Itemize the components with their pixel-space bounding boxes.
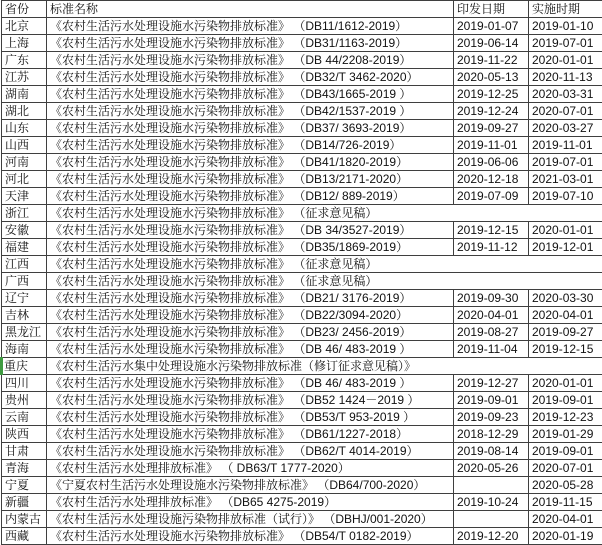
standard-name-cell: 《农村生活污水处理设施水污染物排放标准》 （征求意见稿）: [47, 256, 454, 273]
province-cell: 黑龙江: [2, 324, 47, 341]
issue-date-cell: 2018-12-29: [454, 426, 529, 443]
standard-name-cell: 《农村生活污水处理设施水污染物排放标准》 （DB54/T 0182-2019）: [47, 528, 454, 545]
table-row: [2, 375, 602, 392]
issue-date-cell: [454, 205, 529, 222]
effective-date-cell: 2019-09-27: [529, 324, 602, 341]
standard-name-cell: 《宁夏农村生活污水处理设施水污染物排放标准》 （DB64/700-2020）: [47, 477, 454, 494]
issue-date-cell: [454, 511, 529, 528]
table-row: [2, 137, 602, 154]
header-province: 省份: [2, 1, 47, 18]
effective-date-cell: 2020-03-30: [529, 290, 602, 307]
province-cell: 河北: [2, 171, 47, 188]
table-row: [2, 69, 602, 86]
province-cell: 甘肃: [2, 443, 47, 460]
issue-date-cell: 2019-12-15: [454, 222, 529, 239]
issue-date-cell: [454, 273, 529, 290]
province-cell: 重庆: [2, 358, 47, 375]
effective-date-cell: 2019-12-23: [529, 409, 602, 426]
table-row: [2, 103, 602, 120]
effective-date-cell: 2020-11-13: [529, 69, 602, 86]
province-cell: 山西: [2, 137, 47, 154]
standard-name-cell: 《农村生活污水处理设施水污染物排放标准》 （DB32/T 3462-2020）: [47, 69, 454, 86]
table-body: [2, 18, 602, 545]
effective-date-cell: 2020-04-01: [529, 307, 602, 324]
effective-date-cell: 2020-03-27: [529, 120, 602, 137]
standard-name-cell: 《农村生活污水处理设施水污染物排放标准》 （DB62/T 4014-2019）: [47, 443, 454, 460]
province-cell: 江苏: [2, 69, 47, 86]
province-cell: 青海: [2, 460, 47, 477]
standard-name-cell: 《农村生活污水处理设施水污染物排放标准》 （DB21/ 3176-2019）: [47, 290, 454, 307]
standard-name-cell: 《农村生活污水处理设施水污染物排放标准》 （DB52 1424－2019 ）: [47, 392, 454, 409]
issue-date-cell: 2019-09-30: [454, 290, 529, 307]
table-row: [2, 35, 602, 52]
issue-date-cell: 2019-12-20: [454, 528, 529, 545]
table-row: [2, 443, 602, 460]
effective-date-cell: 2019-09-01: [529, 443, 602, 460]
standard-name-cell: 《农村生活污水处理设施水污染物排放标准》 （DB35/1869-2019）: [47, 239, 454, 256]
issue-date-cell: 2019-06-14: [454, 35, 529, 52]
effective-date-cell: 2020-01-01: [529, 222, 602, 239]
province-cell: 新疆: [2, 494, 47, 511]
table-row: [2, 273, 602, 290]
table-row: [2, 460, 602, 477]
issue-date-cell: 2020-12-18: [454, 171, 529, 188]
issue-date-cell: 2019-10-24: [454, 494, 529, 511]
table-row: [2, 358, 602, 375]
standard-name-cell: 《农村生活污水处理排放标准》 （DB65 4275-2019）: [47, 494, 454, 511]
issue-date-cell: [454, 256, 529, 273]
effective-date-cell: 2019-12-15: [529, 341, 602, 358]
province-cell: 安徽: [2, 222, 47, 239]
province-cell: 上海: [2, 35, 47, 52]
standard-name-cell: 《农村生活污水处理设施水污染物排放标准》 （DB12/ 889-2019）: [47, 188, 454, 205]
standard-name-cell: 《农村生活污水处理设施水污染物排放标准》 （DB14/726-2019）: [47, 137, 454, 154]
issue-date-cell: 2020-04-01: [454, 307, 529, 324]
header-effective-date: 实施时期: [529, 1, 602, 18]
province-cell: 辽宁: [2, 290, 47, 307]
standard-name-cell: 《农村生活污水处理设施水污染物排放标准》 （DB31/1163-2019）: [47, 35, 454, 52]
table-row: [2, 120, 602, 137]
issue-date-cell: 2020-05-13: [454, 69, 529, 86]
issue-date-cell: [454, 358, 529, 375]
effective-date-cell: 2019-12-01: [529, 239, 602, 256]
province-cell: 北京: [2, 18, 47, 35]
province-cell: 四川: [2, 375, 47, 392]
standard-name-cell: 《农村生活污水处理设施水污染物排放标准》 （DB23/ 2456-2019）: [47, 324, 454, 341]
issue-date-cell: 2019-09-01: [454, 392, 529, 409]
table-row: [2, 324, 602, 341]
province-cell: 云南: [2, 409, 47, 426]
table-row: [2, 426, 602, 443]
province-cell: 海南: [2, 341, 47, 358]
issue-date-cell: 2019-08-14: [454, 443, 529, 460]
effective-date-cell: [529, 273, 602, 290]
issue-date-cell: 2020-05-26: [454, 460, 529, 477]
effective-date-cell: 2020-05-28: [529, 477, 602, 494]
standard-name-cell: 《农村生活污水处理设施水污染物排放标准》 （DB41/1820-2019）: [47, 154, 454, 171]
table-row: [2, 511, 602, 528]
table-row: [2, 171, 602, 188]
effective-date-cell: [529, 358, 602, 375]
standard-name-cell: 《农村生活污水处理设施水污染物排放标准》 （DB37/ 3693-2019）: [47, 120, 454, 137]
effective-date-cell: 2019-07-01: [529, 154, 602, 171]
province-cell: 湖南: [2, 86, 47, 103]
province-cell: 福建: [2, 239, 47, 256]
effective-date-cell: 2019-07-01: [529, 35, 602, 52]
effective-date-cell: 2020-07-01: [529, 103, 602, 120]
standard-name-cell: 《农村生活污水处理设施水污染物排放标准》 （DB22/3094-2020）: [47, 307, 454, 324]
province-cell: 宁夏: [2, 477, 47, 494]
standard-name-cell: 《农村生活污水处理设施水污染物排放标准》 （征求意见稿）: [47, 273, 454, 290]
table-row: [2, 188, 602, 205]
effective-date-cell: 2019-11-15: [529, 494, 602, 511]
effective-date-cell: 2019-09-01: [529, 392, 602, 409]
effective-date-cell: 2020-01-19: [529, 528, 602, 545]
standard-name-cell: 《农村生活污水处理设施水污染物排放标准》 （DB61/1227-2018）: [47, 426, 454, 443]
issue-date-cell: 2019-12-27: [454, 375, 529, 392]
header-standard-name: 标准名称: [47, 1, 454, 18]
standard-name-cell: 《农村生活污水处理设施水污染物排放标准》 （DB 34/3527-2019）: [47, 222, 454, 239]
standard-name-cell: 《农村生活污水处理设施水污染物排放标准》 （DB43/1665-2019 ）: [47, 86, 454, 103]
effective-date-cell: 2020-03-31: [529, 86, 602, 103]
province-cell: 浙江: [2, 205, 47, 222]
standard-name-cell: 《农村生活污水集中处理设施水污染物排放标准（修订征求意见稿）》: [47, 358, 454, 375]
issue-date-cell: 2019-09-27: [454, 120, 529, 137]
issue-date-cell: 2019-06-06: [454, 154, 529, 171]
header-issue-date: 印发日期: [454, 1, 529, 18]
issue-date-cell: [454, 477, 529, 494]
issue-date-cell: 2019-12-24: [454, 103, 529, 120]
standard-name-cell: 《农村生活污水处理设施污染物排放标准（试行）》 （DBHJ/001-2020）: [47, 511, 454, 528]
issue-date-cell: 2019-11-01: [454, 137, 529, 154]
table-row: [2, 86, 602, 103]
effective-date-cell: 2019-11-01: [529, 137, 602, 154]
effective-date-cell: 2020-07-01: [529, 460, 602, 477]
province-cell: 贵州: [2, 392, 47, 409]
effective-date-cell: 2020-04-01: [529, 511, 602, 528]
table-row: [2, 205, 602, 222]
table-row: [2, 18, 602, 35]
province-cell: 天津: [2, 188, 47, 205]
issue-date-cell: 2019-11-22: [454, 52, 529, 69]
standard-name-cell: 《农村生活污水处理设施水污染物排放标准》 （DB42/1537-2019 ）: [47, 103, 454, 120]
effective-date-cell: [529, 256, 602, 273]
issue-date-cell: 2019-09-23: [454, 409, 529, 426]
standard-name-cell: 《农村生活污水处理排放标准》 （ DB63/T 1777-2020）: [47, 460, 454, 477]
table-row: [2, 341, 602, 358]
table-row: [2, 239, 602, 256]
issue-date-cell: 2019-11-04: [454, 341, 529, 358]
province-cell: 陕西: [2, 426, 47, 443]
issue-date-cell: 2019-01-07: [454, 18, 529, 35]
province-cell: 内蒙古: [2, 511, 47, 528]
province-cell: 江西: [2, 256, 47, 273]
table-row: [2, 154, 602, 171]
province-cell: 西藏: [2, 528, 47, 545]
province-cell: 河南: [2, 154, 47, 171]
province-cell: 广东: [2, 52, 47, 69]
table-row: [2, 494, 602, 511]
standard-name-cell: 《农村生活污水处理设施水污染物排放标准》 （DB 44/2208-2019）: [47, 52, 454, 69]
effective-date-cell: 2019-01-10: [529, 18, 602, 35]
standard-name-cell: 《农村生活污水处理设施水污染物排放标准》 （DB 46/ 483-2019 ）: [47, 375, 454, 392]
table-row: [2, 307, 602, 324]
province-cell: 湖北: [2, 103, 47, 120]
standard-name-cell: 《农村生活污水处理设施水污染物排放标准》 （DB11/1612-2019）: [47, 18, 454, 35]
table-row: [2, 528, 602, 545]
header-row: [2, 1, 602, 18]
standard-name-cell: 《农村生活污水处理设施水污染物排放标准》 （DB53/T 953-2019 ）: [47, 409, 454, 426]
table-row: [2, 290, 602, 307]
effective-date-cell: 2020-01-01: [529, 52, 602, 69]
issue-date-cell: 2019-08-27: [454, 324, 529, 341]
effective-date-cell: 2019-07-10: [529, 188, 602, 205]
standard-name-cell: 《农村生活污水处理设施水污染物排放标准》 （征求意见稿）: [47, 205, 454, 222]
effective-date-cell: [529, 205, 602, 222]
issue-date-cell: 2019-12-25: [454, 86, 529, 103]
table-row: [2, 392, 602, 409]
table-row: [2, 222, 602, 239]
effective-date-cell: 2019-01-29: [529, 426, 602, 443]
table-row: [2, 256, 602, 273]
effective-date-cell: 2021-03-01: [529, 171, 602, 188]
table-row: [2, 477, 602, 494]
standard-name-cell: 《农村生活污水处理设施水污染物排放标准》 （DB 46/ 483-2019 ）: [47, 341, 454, 358]
standard-name-cell: 《农村生活污水处理设施水污染物排放标准》 （DB13/2171-2020）: [47, 171, 454, 188]
effective-date-cell: 2020-01-01: [529, 375, 602, 392]
province-cell: 山东: [2, 120, 47, 137]
issue-date-cell: 2019-07-09: [454, 188, 529, 205]
table-row: [2, 52, 602, 69]
province-cell: 吉林: [2, 307, 47, 324]
province-cell: 广西: [2, 273, 47, 290]
table-row: [2, 409, 602, 426]
issue-date-cell: 2019-11-12: [454, 239, 529, 256]
